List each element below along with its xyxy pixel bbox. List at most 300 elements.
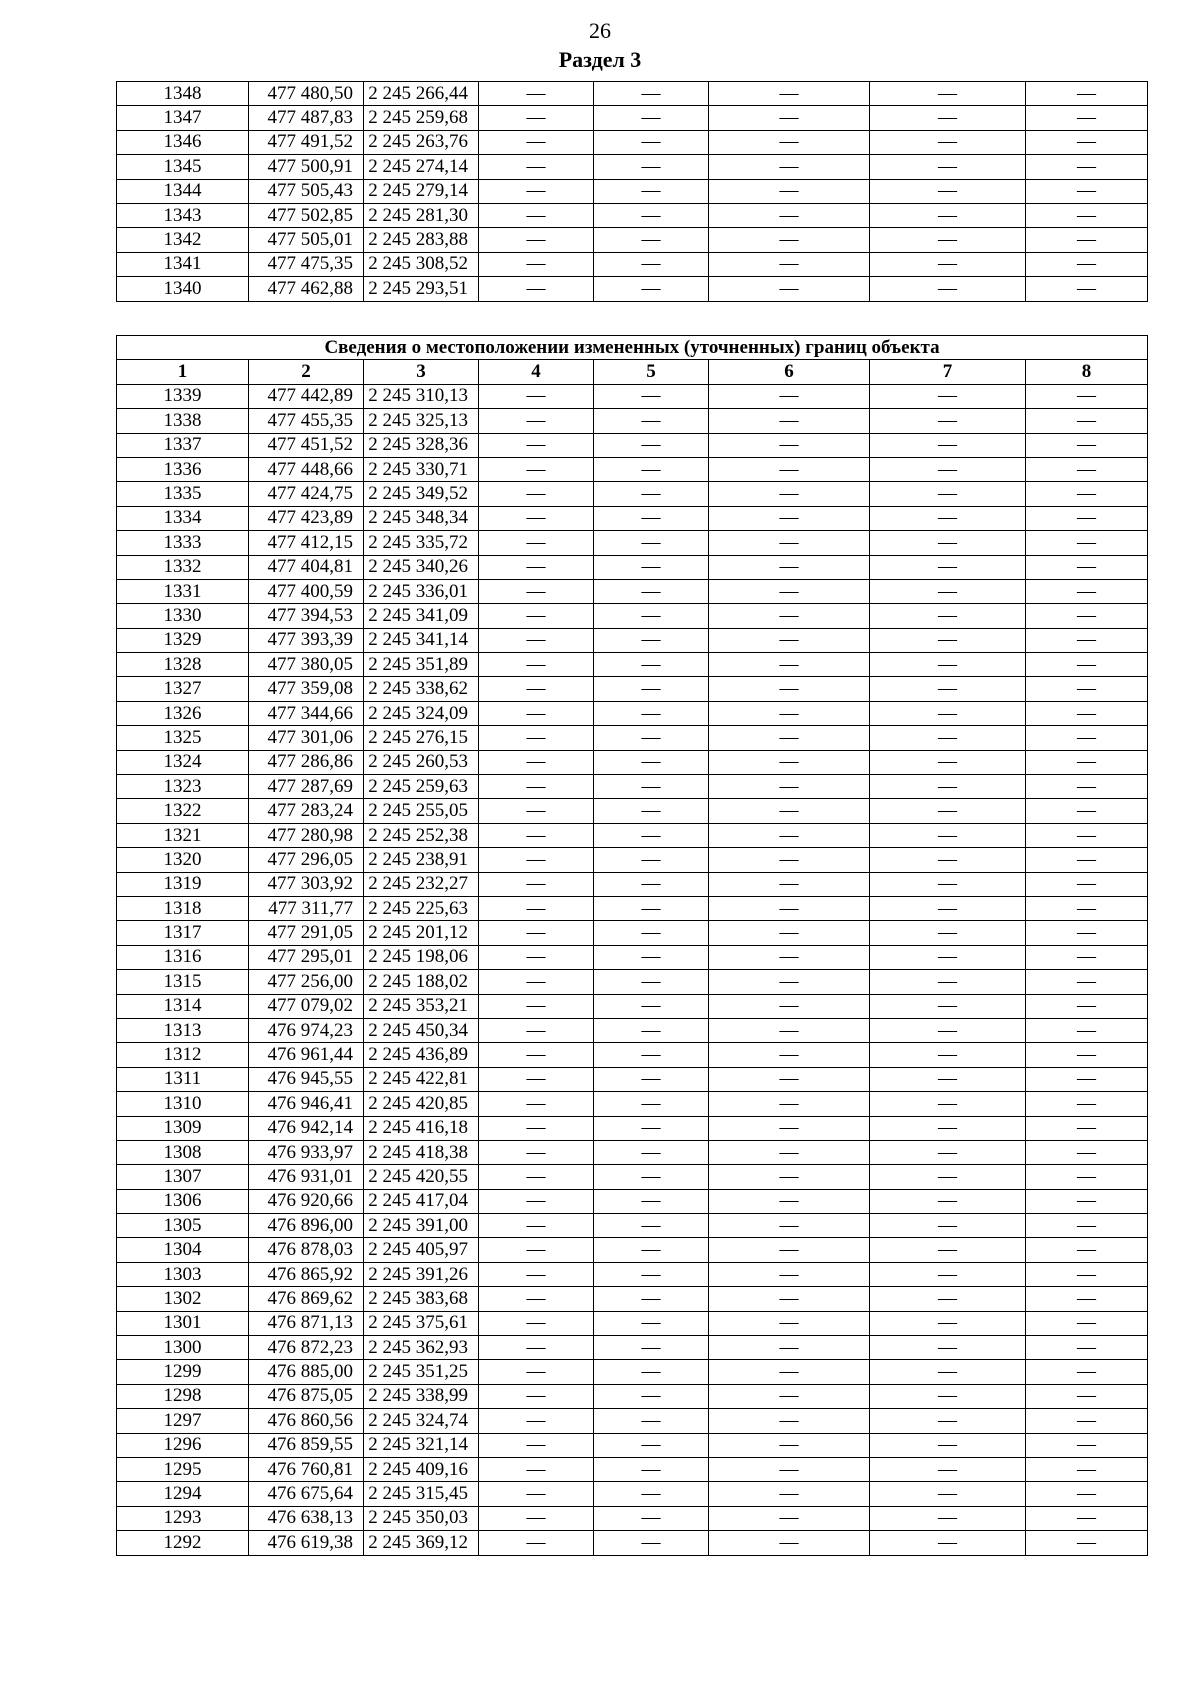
table-cell-col2: 477 287,69 — [249, 775, 364, 799]
table-cell-col3: 2 245 201,12 — [364, 921, 479, 945]
table-cell-col7: — — [870, 1384, 1026, 1408]
table-row — [117, 82, 1148, 106]
table-cell-col8: — — [1026, 457, 1148, 481]
table-cell-col4: — — [479, 1262, 594, 1286]
table-cell-col3: 2 245 422,81 — [364, 1067, 479, 1091]
table-cell-col2: 476 760,81 — [249, 1457, 364, 1481]
table-cell-col1: 1322 — [117, 799, 249, 823]
table-cell-col4: — — [479, 775, 594, 799]
table-cell-col2: 477 487,83 — [249, 106, 364, 130]
table-row — [117, 726, 1148, 750]
table-cell-col4: — — [479, 252, 594, 276]
table-row — [117, 604, 1148, 628]
table-cell-col3: 2 245 324,74 — [364, 1409, 479, 1433]
table-cell-col6: — — [709, 1116, 870, 1140]
table-cell-col8: — — [1026, 726, 1148, 750]
table-cell-col3: 2 245 405,97 — [364, 1238, 479, 1262]
table-row — [117, 1165, 1148, 1189]
table-cell-col5: — — [594, 179, 709, 203]
table-cell-col1: 1305 — [117, 1214, 249, 1238]
table-cell-col7: — — [870, 277, 1026, 301]
table-cell-col4: — — [479, 506, 594, 530]
table-cell-col1: 1328 — [117, 653, 249, 677]
table-cell-col8: — — [1026, 1165, 1148, 1189]
table-cell-col4: — — [479, 1384, 594, 1408]
table-row — [117, 1189, 1148, 1213]
table-cell-col3: 2 245 324,09 — [364, 701, 479, 725]
table-cell-col1: 1294 — [117, 1482, 249, 1506]
table-cell-col2: 477 455,35 — [249, 409, 364, 433]
table-cell-col6: — — [709, 970, 870, 994]
table-cell-col6: — — [709, 1067, 870, 1091]
table-cell-col6: — — [709, 82, 870, 106]
table-cell-col3: 2 245 375,61 — [364, 1311, 479, 1335]
table-cell-col2: 476 872,23 — [249, 1336, 364, 1360]
table-cell-col7: — — [870, 1336, 1026, 1360]
table-cell-col6: — — [709, 579, 870, 603]
table-cell-col1: 1339 — [117, 384, 249, 408]
column-header-6: 6 — [709, 360, 870, 384]
table-cell-col6: — — [709, 1140, 870, 1164]
table-cell-col6: — — [709, 653, 870, 677]
table-cell-col5: — — [594, 1116, 709, 1140]
table-cell-col4: — — [479, 555, 594, 579]
column-header-5: 5 — [594, 360, 709, 384]
table-cell-col1: 1343 — [117, 203, 249, 227]
table-cell-col7: — — [870, 1043, 1026, 1067]
table-cell-col6: — — [709, 130, 870, 154]
table-cell-col3: 2 245 198,06 — [364, 945, 479, 969]
table-cell-col4: — — [479, 1311, 594, 1335]
table-cell-col6: — — [709, 1238, 870, 1262]
table-cell-col7: — — [870, 433, 1026, 457]
table-cell-col6: — — [709, 1018, 870, 1042]
table-cell-col5: — — [594, 130, 709, 154]
table-cell-col4: — — [479, 1287, 594, 1311]
table-cell-col8: — — [1026, 555, 1148, 579]
table-cell-col5: — — [594, 726, 709, 750]
table-cell-col8: — — [1026, 1409, 1148, 1433]
table-cell-col2: 477 423,89 — [249, 506, 364, 530]
table-cell-col8: — — [1026, 179, 1148, 203]
table-cell-col3: 2 245 259,68 — [364, 106, 479, 130]
table-cell-col3: 2 245 409,16 — [364, 1457, 479, 1481]
column-header-1: 1 — [117, 360, 249, 384]
table-cell-col8: — — [1026, 531, 1148, 555]
table-cell-col5: — — [594, 1287, 709, 1311]
table-cell-col7: — — [870, 1214, 1026, 1238]
table-cell-col5: — — [594, 579, 709, 603]
table-cell-col2: 477 480,50 — [249, 82, 364, 106]
table-cell-col8: — — [1026, 252, 1148, 276]
table-cell-col1: 1316 — [117, 945, 249, 969]
table-cell-col1: 1340 — [117, 277, 249, 301]
table-cell-col5: — — [594, 1409, 709, 1433]
table-cell-col3: 2 245 416,18 — [364, 1116, 479, 1140]
table-cell-col2: 476 942,14 — [249, 1116, 364, 1140]
table-cell-col3: 2 245 260,53 — [364, 750, 479, 774]
table-row — [117, 970, 1148, 994]
page-number: 26 — [589, 18, 611, 43]
table-cell-col5: — — [594, 1482, 709, 1506]
table-cell-col1: 1306 — [117, 1189, 249, 1213]
table-cell-col8: — — [1026, 409, 1148, 433]
table-cell-col5: — — [594, 799, 709, 823]
table-cell-col3: 2 245 336,01 — [364, 579, 479, 603]
table-row — [117, 252, 1148, 276]
table-cell-col3: 2 245 308,52 — [364, 252, 479, 276]
table-cell-col3: 2 245 420,55 — [364, 1165, 479, 1189]
table-cell-col5: — — [594, 106, 709, 130]
table-row — [117, 457, 1148, 481]
table-cell-col3: 2 245 362,93 — [364, 1336, 479, 1360]
column-number-row — [117, 360, 1148, 384]
table-cell-col1: 1293 — [117, 1506, 249, 1530]
table-cell-col2: 477 344,66 — [249, 701, 364, 725]
table-cell-col1: 1296 — [117, 1433, 249, 1457]
table-cell-col2: 477 500,91 — [249, 155, 364, 179]
table-cell-col4: — — [479, 921, 594, 945]
table-cell-col5: — — [594, 531, 709, 555]
table-cell-col8: — — [1026, 701, 1148, 725]
table-cell-col2: 477 280,98 — [249, 823, 364, 847]
table-cell-col5: — — [594, 1433, 709, 1457]
table-cell-col4: — — [479, 1140, 594, 1164]
table-cell-col6: — — [709, 252, 870, 276]
table-cell-col8: — — [1026, 970, 1148, 994]
table-cell-col7: — — [870, 1409, 1026, 1433]
table-cell-col4: — — [479, 848, 594, 872]
table-cell-col5: — — [594, 1384, 709, 1408]
table-cell-col1: 1345 — [117, 155, 249, 179]
table-cell-col6: — — [709, 628, 870, 652]
table-cell-col3: 2 245 281,30 — [364, 203, 479, 227]
table-cell-col4: — — [479, 130, 594, 154]
table-cell-col5: — — [594, 203, 709, 227]
table-top-body — [117, 82, 1148, 302]
table-cell-col5: — — [594, 994, 709, 1018]
table-cell-col7: — — [870, 1262, 1026, 1286]
table-cell-col2: 476 860,56 — [249, 1409, 364, 1433]
table-cell-col4: — — [479, 579, 594, 603]
table-cell-col5: — — [594, 1067, 709, 1091]
table-row — [117, 1043, 1148, 1067]
table-row — [117, 848, 1148, 872]
table-row — [117, 1457, 1148, 1481]
table-cell-col8: — — [1026, 277, 1148, 301]
table-cell-col6: — — [709, 1287, 870, 1311]
table-cell-col8: — — [1026, 1506, 1148, 1530]
table-cell-col2: 476 933,97 — [249, 1140, 364, 1164]
table-cell-col2: 477 404,81 — [249, 555, 364, 579]
table-cell-col6: — — [709, 1043, 870, 1067]
table-cell-col4: — — [479, 1360, 594, 1384]
table-cell-col4: — — [479, 1214, 594, 1238]
table-cell-col2: 477 079,02 — [249, 994, 364, 1018]
table-cell-col7: — — [870, 1189, 1026, 1213]
table-cell-col3: 2 245 238,91 — [364, 848, 479, 872]
table-cell-col4: — — [479, 701, 594, 725]
table-cell-col6: — — [709, 409, 870, 433]
table-cell-col8: — — [1026, 1433, 1148, 1457]
table-cell-col5: — — [594, 1238, 709, 1262]
table-cell-col8: — — [1026, 872, 1148, 896]
table-cell-col7: — — [870, 1506, 1026, 1530]
table-cell-col2: 477 283,24 — [249, 799, 364, 823]
table-cell-col2: 476 859,55 — [249, 1433, 364, 1457]
table-cell-col3: 2 245 351,89 — [364, 653, 479, 677]
table-row — [117, 203, 1148, 227]
table-cell-col8: — — [1026, 799, 1148, 823]
table-cell-col7: — — [870, 409, 1026, 433]
table-cell-col4: — — [479, 628, 594, 652]
table-caption: Сведения о местоположении измененных (уточненных) границ объекта — [117, 336, 1148, 360]
table-cell-col1: 1338 — [117, 409, 249, 433]
table-cell-col2: 477 442,89 — [249, 384, 364, 408]
changed-boundaries-table — [116, 335, 1148, 1556]
table-cell-col4: — — [479, 872, 594, 896]
table-cell-col5: — — [594, 1214, 709, 1238]
table-cell-col8: — — [1026, 433, 1148, 457]
table-row — [117, 130, 1148, 154]
table-cell-col2: 477 311,77 — [249, 896, 364, 920]
table-cell-col5: — — [594, 277, 709, 301]
table-cell-col3: 2 245 310,13 — [364, 384, 479, 408]
table-cell-col7: — — [870, 1360, 1026, 1384]
table-cell-col1: 1297 — [117, 1409, 249, 1433]
table-cell-col7: — — [870, 252, 1026, 276]
table-row — [117, 677, 1148, 701]
table-cell-col4: — — [479, 1506, 594, 1530]
table-cell-col7: — — [870, 945, 1026, 969]
table-cell-col8: — — [1026, 579, 1148, 603]
table-cell-col3: 2 245 325,13 — [364, 409, 479, 433]
table-cell-col6: — — [709, 872, 870, 896]
table-cell-col5: — — [594, 775, 709, 799]
table-cell-col4: — — [479, 82, 594, 106]
table-cell-col3: 2 245 351,25 — [364, 1360, 479, 1384]
table-cell-col4: — — [479, 531, 594, 555]
table-row — [117, 653, 1148, 677]
table-cell-col1: 1308 — [117, 1140, 249, 1164]
table-cell-col7: — — [870, 130, 1026, 154]
table-cell-col8: — — [1026, 848, 1148, 872]
table-cell-col1: 1307 — [117, 1165, 249, 1189]
table-cell-col8: — — [1026, 130, 1148, 154]
table-cell-col8: — — [1026, 1238, 1148, 1262]
table-cell-col8: — — [1026, 823, 1148, 847]
table-cell-col2: 477 301,06 — [249, 726, 364, 750]
table-cell-col5: — — [594, 506, 709, 530]
table-cell-col1: 1310 — [117, 1092, 249, 1116]
table-cell-col3: 2 245 315,45 — [364, 1482, 479, 1506]
table-row — [117, 1262, 1148, 1286]
table-cell-col4: — — [479, 457, 594, 481]
table-cell-col4: — — [479, 203, 594, 227]
table-cell-col8: — — [1026, 228, 1148, 252]
table-cell-col5: — — [594, 823, 709, 847]
table-row — [117, 1360, 1148, 1384]
table-cell-col4: — — [479, 1336, 594, 1360]
table-cell-col2: 477 505,43 — [249, 179, 364, 203]
table-cell-col4: — — [479, 409, 594, 433]
table-cell-col3: 2 245 420,85 — [364, 1092, 479, 1116]
table-row — [117, 1409, 1148, 1433]
table-cell-col2: 477 380,05 — [249, 653, 364, 677]
table-cell-col4: — — [479, 1457, 594, 1481]
table-cell-col2: 476 920,66 — [249, 1189, 364, 1213]
table-row — [117, 945, 1148, 969]
table-cell-col1: 1337 — [117, 433, 249, 457]
table-cell-col7: — — [870, 179, 1026, 203]
table-cell-col8: — — [1026, 1311, 1148, 1335]
table-cell-col2: 477 359,08 — [249, 677, 364, 701]
table-cell-col8: — — [1026, 1214, 1148, 1238]
table-cell-col4: — — [479, 726, 594, 750]
table-cell-col3: 2 245 293,51 — [364, 277, 479, 301]
table-cell-col3: 2 245 391,26 — [364, 1262, 479, 1286]
table-cell-col7: — — [870, 823, 1026, 847]
table-cell-col1: 1314 — [117, 994, 249, 1018]
table-cell-col2: 476 946,41 — [249, 1092, 364, 1116]
table-cell-col1: 1334 — [117, 506, 249, 530]
table-cell-col7: — — [870, 896, 1026, 920]
table-cell-col5: — — [594, 1311, 709, 1335]
table-cell-col5: — — [594, 1092, 709, 1116]
table-cell-col8: — — [1026, 482, 1148, 506]
table-cell-col4: — — [479, 799, 594, 823]
table-cell-col3: 2 245 338,99 — [364, 1384, 479, 1408]
table-cell-col5: — — [594, 228, 709, 252]
table-cell-col2: 477 412,15 — [249, 531, 364, 555]
table-cell-col2: 477 286,86 — [249, 750, 364, 774]
table-cell-col7: — — [870, 921, 1026, 945]
table-cell-col4: — — [479, 1018, 594, 1042]
table-cell-col1: 1342 — [117, 228, 249, 252]
table-cell-col2: 476 875,05 — [249, 1384, 364, 1408]
table-cell-col6: — — [709, 1214, 870, 1238]
table-cell-col2: 477 451,52 — [249, 433, 364, 457]
table-row — [117, 872, 1148, 896]
table-cell-col4: — — [479, 823, 594, 847]
table-row — [117, 409, 1148, 433]
table-cell-col1: 1303 — [117, 1262, 249, 1286]
table-cell-col8: — — [1026, 1384, 1148, 1408]
table-cell-col2: 477 400,59 — [249, 579, 364, 603]
table-cell-col8: — — [1026, 203, 1148, 227]
table-cell-col5: — — [594, 945, 709, 969]
table-cell-col3: 2 245 383,68 — [364, 1287, 479, 1311]
table-cell-col4: — — [479, 482, 594, 506]
table-main-body — [117, 384, 1148, 1555]
table-cell-col2: 477 295,01 — [249, 945, 364, 969]
table-cell-col6: — — [709, 1433, 870, 1457]
table-row — [117, 1067, 1148, 1091]
table-cell-col7: — — [870, 872, 1026, 896]
table-cell-col1: 1325 — [117, 726, 249, 750]
table-cell-col6: — — [709, 750, 870, 774]
table-cell-col7: — — [870, 482, 1026, 506]
table-cell-col1: 1329 — [117, 628, 249, 652]
table-cell-col8: — — [1026, 921, 1148, 945]
table-cell-col6: — — [709, 1531, 870, 1555]
table-row — [117, 579, 1148, 603]
table-cell-col2: 476 974,23 — [249, 1018, 364, 1042]
table-cell-col5: — — [594, 457, 709, 481]
table-cell-col1: 1300 — [117, 1336, 249, 1360]
table-cell-col2: 477 475,35 — [249, 252, 364, 276]
table-cell-col1: 1292 — [117, 1531, 249, 1555]
table-cell-col1: 1344 — [117, 179, 249, 203]
table-cell-col1: 1313 — [117, 1018, 249, 1042]
table-cell-col1: 1348 — [117, 82, 249, 106]
table-cell-col3: 2 245 255,05 — [364, 799, 479, 823]
table-cell-col8: — — [1026, 945, 1148, 969]
table-cell-col4: — — [479, 1043, 594, 1067]
table-cell-col3: 2 245 417,04 — [364, 1189, 479, 1213]
table-cell-col4: — — [479, 106, 594, 130]
table-cell-col5: — — [594, 1336, 709, 1360]
table-cell-col8: — — [1026, 653, 1148, 677]
table-cell-col6: — — [709, 1506, 870, 1530]
table-cell-col8: — — [1026, 82, 1148, 106]
table-row — [117, 1092, 1148, 1116]
table-cell-col5: — — [594, 409, 709, 433]
table-cell-col5: — — [594, 604, 709, 628]
table-cell-col6: — — [709, 848, 870, 872]
table-cell-col6: — — [709, 921, 870, 945]
table-cell-col5: — — [594, 384, 709, 408]
table-cell-col5: — — [594, 555, 709, 579]
table-cell-col4: — — [479, 970, 594, 994]
table-cell-col1: 1302 — [117, 1287, 249, 1311]
table-cell-col2: 477 491,52 — [249, 130, 364, 154]
table-row — [117, 433, 1148, 457]
table-cell-col5: — — [594, 848, 709, 872]
table-cell-col2: 477 448,66 — [249, 457, 364, 481]
table-cell-col2: 476 931,01 — [249, 1165, 364, 1189]
table-cell-col2: 477 502,85 — [249, 203, 364, 227]
table-cell-col4: — — [479, 677, 594, 701]
table-cell-col3: 2 245 349,52 — [364, 482, 479, 506]
table-cell-col5: — — [594, 1043, 709, 1067]
table-cell-col5: — — [594, 1189, 709, 1213]
table-cell-col3: 2 245 232,27 — [364, 872, 479, 896]
table-cell-col7: — — [870, 750, 1026, 774]
table-row — [117, 921, 1148, 945]
table-cell-col8: — — [1026, 155, 1148, 179]
table-cell-col4: — — [479, 384, 594, 408]
table-cell-col2: 476 896,00 — [249, 1214, 364, 1238]
table-cell-col2: 476 878,03 — [249, 1238, 364, 1262]
table-row — [117, 155, 1148, 179]
table-cell-col6: — — [709, 604, 870, 628]
table-cell-col4: — — [479, 1165, 594, 1189]
table-cell-col6: — — [709, 1262, 870, 1286]
table-cell-col3: 2 245 335,72 — [364, 531, 479, 555]
column-header-2: 2 — [249, 360, 364, 384]
table-cell-col6: — — [709, 945, 870, 969]
table-cell-col1: 1298 — [117, 1384, 249, 1408]
table-cell-col7: — — [870, 531, 1026, 555]
table-row — [117, 750, 1148, 774]
table-cell-col6: — — [709, 1311, 870, 1335]
table-cell-col2: 476 675,64 — [249, 1482, 364, 1506]
table-cell-col4: — — [479, 277, 594, 301]
table-cell-col5: — — [594, 482, 709, 506]
table-cell-col2: 477 462,88 — [249, 277, 364, 301]
table-cell-col5: — — [594, 1165, 709, 1189]
